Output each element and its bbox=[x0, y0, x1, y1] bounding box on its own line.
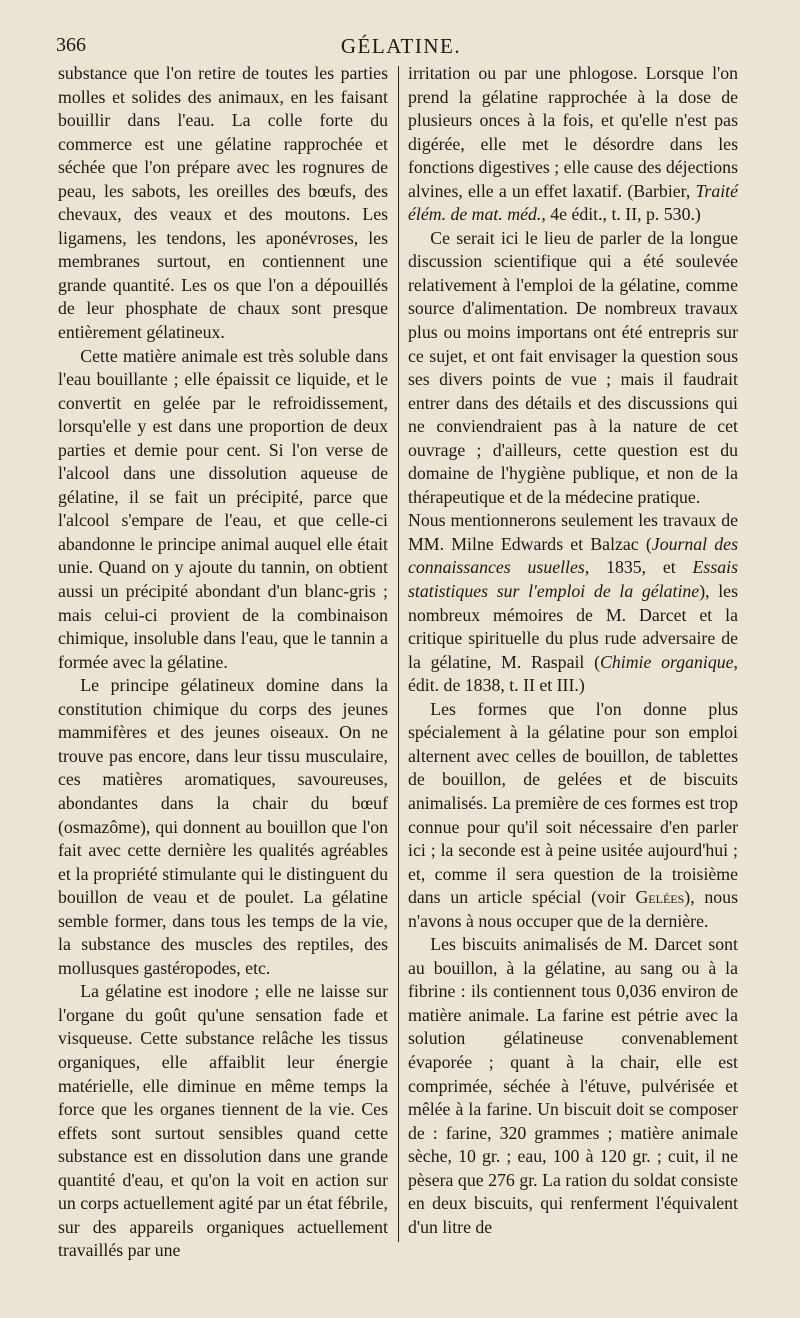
paragraph: Ce serait ici le lieu de parler de la longue discussion scientifique qui a été soulevée relativement à l'emploi de la gélatine, comme source d'alimentation. De nombreux travaux plus ou moins importans ont été entrepris sur ce sujet, et ont fait envisager la question sous ses divers points de vue ; mais il faudrait entrer dans des détails et des discussions qui ne conviendraient pas à la nature de cet ouvrage ; d'ailleurs, cette question est du domaine de l'hygiène publique, et non de la thérapeutique et de la médecine pratique. bbox=[408, 227, 738, 507]
text-run: irritation ou par une phlogose. Lorsque l'on prend la gélatine rapprochée à la dose de plusieurs onces à la fois, et qu'elle n'est pas digérée, elle met le désordre dans les fonctions digestives ; elle cause des déjections alvines, elle a un effet laxatif. (Barbier, bbox=[408, 63, 738, 201]
book-title: Chimie organique bbox=[600, 651, 734, 672]
text-run: , édit. de 1838, t. II et III.) bbox=[408, 651, 738, 696]
paragraph bbox=[408, 509, 738, 697]
text-run: , 4e édit., t. II, p. 530.) bbox=[541, 204, 701, 225]
text-run: , 1835, et bbox=[584, 557, 676, 578]
paragraph: Cette matière animale est très soluble dans l'eau bouillante ; elle épaissit ce liquide, et le convertit en gelée par le refroidissement, lorsqu'elle y est dans une proportion de deux parties et demie pour cent. Si l'on verse de l'alcool dans une dissolution aqueuse de gélatine, il se fait un précipité, parce que l'alcool s'empare de l'eau, et que celle-ci abandonne le principe animal auquel elle était unie. Quand on y ajoute du tannin, on obtient aussi un précipité abondant d'un blanc-gris ; mais celui-ci provient de la combinaison chimique, insoluble dans l'eau, que le tannin a formée avec la gélatine. bbox=[58, 345, 388, 672]
paragraph: Les biscuits animalisés de M. Darcet sont au bouillon, à la gélatine, au sang ou à la fibrine : ils contiennent tous 0,036 environ de matière animale. La farine est pétrie avec la solution gélatineuse convenablement évaporée ; quant à la chair, elle est comprimée, séchée à l'étuve, pulvérisée et mêlée à la farine. Un biscuit doit se composer de : farine, 320 grammes ; matière animale sèche, 10 gr. ; eau, 100 à 120 gr. ; cuit, il ne pèsera que 276 gr. La ration du soldat consiste en deux biscuits, qui renferment l'équivalent d'un litre de bbox=[408, 934, 738, 1237]
text-run: Les formes que l'on donne plus spécialement à la gélatine pour son emploi alternent avec celles de bouillon, de tablettes de bouillon, de gelées et de biscuits animalisés. La première de ces formes est trop connue pour qu'il soit nécessaire d'en parler ici ; la seconde est à peine usitée aujourd'hui ; et, comme il sera question de la troisième dans un article spécial (voir bbox=[408, 698, 738, 908]
text-run: ), les nombreux mémoires de M. Darcet et la critique spirituelle du plus rude adversaire de la gélatine, M. Raspail ( bbox=[408, 581, 738, 672]
running-title: GÉLATINE. bbox=[340, 34, 462, 58]
column-divider bbox=[398, 66, 399, 1242]
paragraph: substance que l'on retire de toutes les parties molles et solides des animaux, en les faisant bouillir dans l'eau. La colle forte du commerce est une gélatine rapprochée et séchée que l'on prépare avec les rognures de peau, les sabots, les oreilles des bœufs, des chevaux, des veaux et des moutons. Les ligamens, les tendons, les aponévroses, les membranes surtout, en contiennent une grande quantité. Les os que l'on a dépouillés de leur phosphate de chaux sont presque entièrement gélatineux. bbox=[58, 63, 388, 343]
paragraph: La gélatine est inodore ; elle ne laisse sur l'organe du goût qu'une sensation fade et visqueuse. Cette substance relâche les tissus organiques, elle affaiblit leur énergie matérielle, elle diminue en même temps la force que les organes tiennent de la vie. Ces effets sont surtout sensibles quand cette substance est en dissolution dans une grande quantité d'eau, et qu'on la voit en action sur un corps actuellement agité par un état fébrile, sur des appareils organiques actuellement travaillés par une bbox=[58, 981, 388, 1261]
text-run: ), nous n'avons à nous occuper que de la dernière. bbox=[408, 887, 738, 931]
book-title: Traité élém. de mat. méd. bbox=[408, 180, 738, 225]
paragraph: Le principe gélatineux domine dans la constitution chimique du corps des jeunes mammifères et des jeunes oiseaux. On ne trouve pas encore, dans leur tissu musculaire, ces matières aromatiques, savoureuses, abondantes dans la chair du bœuf (osmazôme), qui donnent au bouillon que l'on fait avec cette dernière les qualités agréables et la propriété stimulante qui le distinguent du bouillon de veau et de poulet. La gélatine semble former, dans tous les temps de la vie, la substance des muscles des reptiles, des mollusques gastéropodes, etc. bbox=[58, 675, 388, 978]
essay-title: Essais statistiques sur l'emploi de la gélatine bbox=[408, 557, 738, 602]
journal-title: Journal des connaissances usuelles bbox=[408, 533, 738, 578]
cross-reference: Gelées bbox=[635, 887, 685, 908]
paragraph bbox=[408, 62, 738, 227]
page-header bbox=[56, 34, 746, 64]
paragraph bbox=[408, 698, 738, 933]
left-column bbox=[58, 62, 388, 1263]
page-number: 366 bbox=[56, 34, 86, 56]
right-column bbox=[408, 62, 738, 1239]
text-run: Nous mentionnerons seulement les travaux de MM. Milne Edwards et Balzac ( bbox=[408, 510, 738, 554]
